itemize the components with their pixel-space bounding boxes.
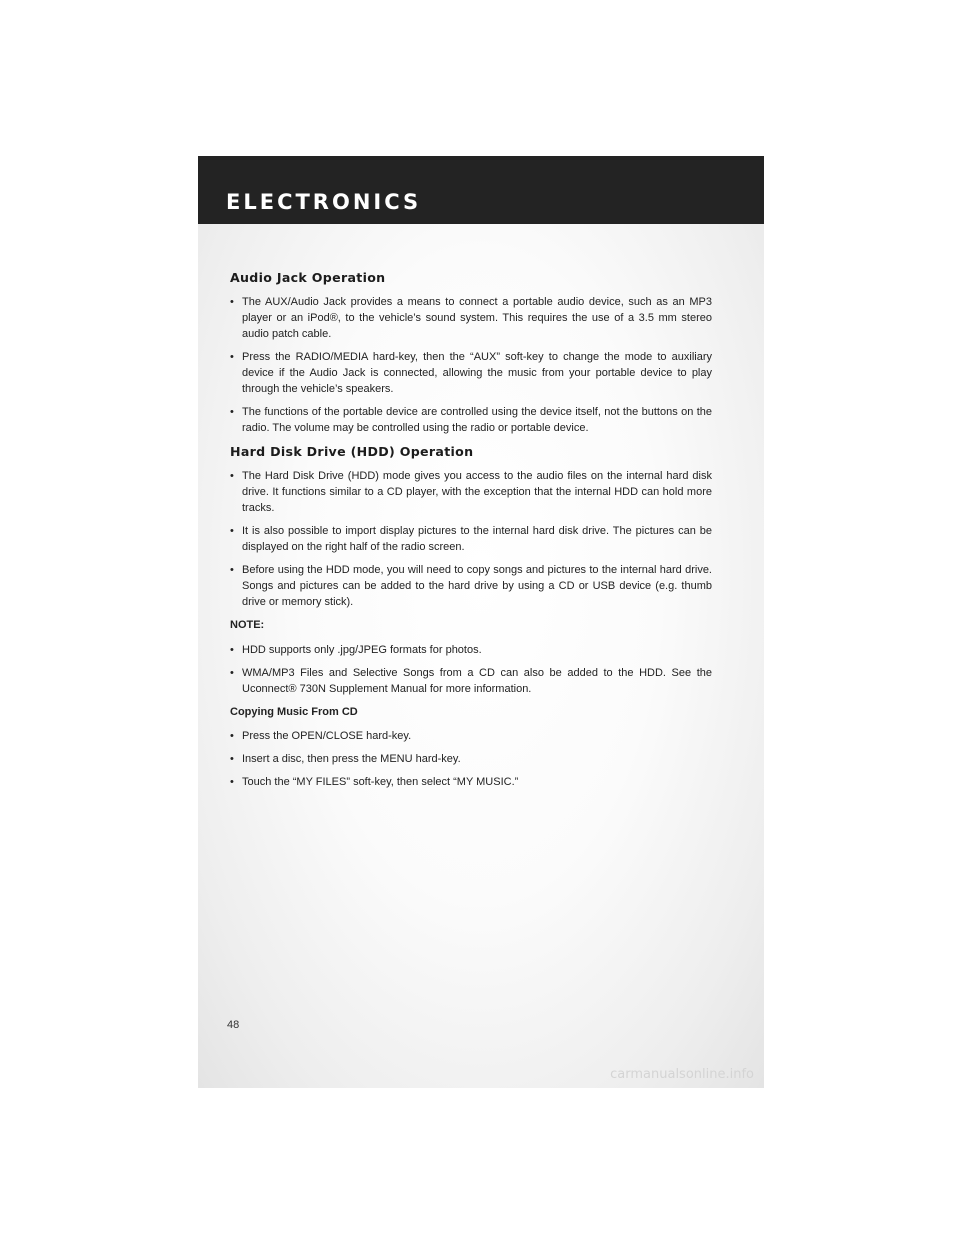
list-item (230, 642, 712, 658)
bullet-glyph: • (230, 730, 234, 742)
bullet-glyph: • (230, 406, 234, 418)
list-item-text: Before using the HDD mode, you will need to copy songs and pictures to the internal hard drive. Songs and pictures can be added to the hard drive by using a CD or USB device (e.g. thumb drive or memory stick). (242, 564, 712, 608)
bullet-glyph: • (230, 564, 234, 576)
bullet-glyph: • (230, 470, 234, 482)
list-item (230, 523, 712, 555)
list-item (230, 751, 712, 767)
manual-page (198, 156, 764, 1088)
bullet-glyph: • (230, 644, 234, 656)
list-item-text: Press the RADIO/MEDIA hard-key, then the “AUX” soft-key to change the mode to auxiliary device if the Audio Jack is connected, allowing the music from your portable device to play through the vehicle’s speakers. (242, 351, 712, 395)
page-content (230, 270, 712, 797)
list-item-text: It is also possible to import display pictures to the internal hard disk drive. The pictures can be displayed on the right half of the radio screen. (242, 525, 712, 553)
copying-music-heading: Copying Music From CD (230, 706, 358, 718)
list-item-text: The Hard Disk Drive (HDD) mode gives you access to the audio files on the internal hard disk drive. It functions similar to a CD player, with the exception that the internal HDD can hold more tracks. (242, 470, 712, 514)
list-item-text: The AUX/Audio Jack provides a means to connect a portable audio device, such as an MP3 player or an iPod®, to the vehicle’s sound system. This requires the use of a 3.5 mm stereo audio patch cable. (242, 296, 712, 340)
list-item (230, 728, 712, 744)
list-item (230, 774, 712, 790)
bullet-glyph: • (230, 776, 234, 788)
audio-jack-list (230, 294, 712, 436)
list-item (230, 468, 712, 516)
note-label: NOTE: (230, 619, 265, 631)
bullet-glyph: • (230, 296, 234, 308)
list-item-text: HDD supports only .jpg/JPEG formats for photos. (242, 644, 482, 656)
list-item-text: Touch the “MY FILES” soft-key, then select “MY MUSIC.” (242, 776, 519, 788)
note-list (230, 642, 712, 697)
list-item-text: Press the OPEN/CLOSE hard-key. (242, 730, 412, 742)
list-item (230, 562, 712, 610)
list-item (230, 665, 712, 697)
section-title: ELECTRONICS (226, 190, 422, 214)
list-item-text: WMA/MP3 Files and Selective Songs from a CD can also be added to the HDD. See the Uconnect® 730N Supplement Manual for more information. (242, 667, 712, 695)
hdd-list (230, 468, 712, 610)
hdd-heading: Hard Disk Drive (HDD) Operation (230, 444, 474, 459)
watermark: carmanualsonline.info (610, 1067, 754, 1082)
list-item (230, 294, 712, 342)
bullet-glyph: • (230, 667, 234, 679)
copying-music-list (230, 728, 712, 790)
bullet-glyph: • (230, 351, 234, 363)
list-item-text: The functions of the portable device are controlled using the device itself, not the buttons on the radio. The volume may be controlled using the radio or portable device. (242, 406, 712, 434)
bullet-glyph: • (230, 525, 234, 537)
list-item (230, 349, 712, 397)
list-item-text: Insert a disc, then press the MENU hard-key. (242, 753, 461, 765)
audio-jack-heading: Audio Jack Operation (230, 270, 386, 285)
section-header-bar (198, 156, 764, 224)
list-item (230, 404, 712, 436)
bullet-glyph: • (230, 753, 234, 765)
page-number: 48 (227, 1019, 240, 1031)
